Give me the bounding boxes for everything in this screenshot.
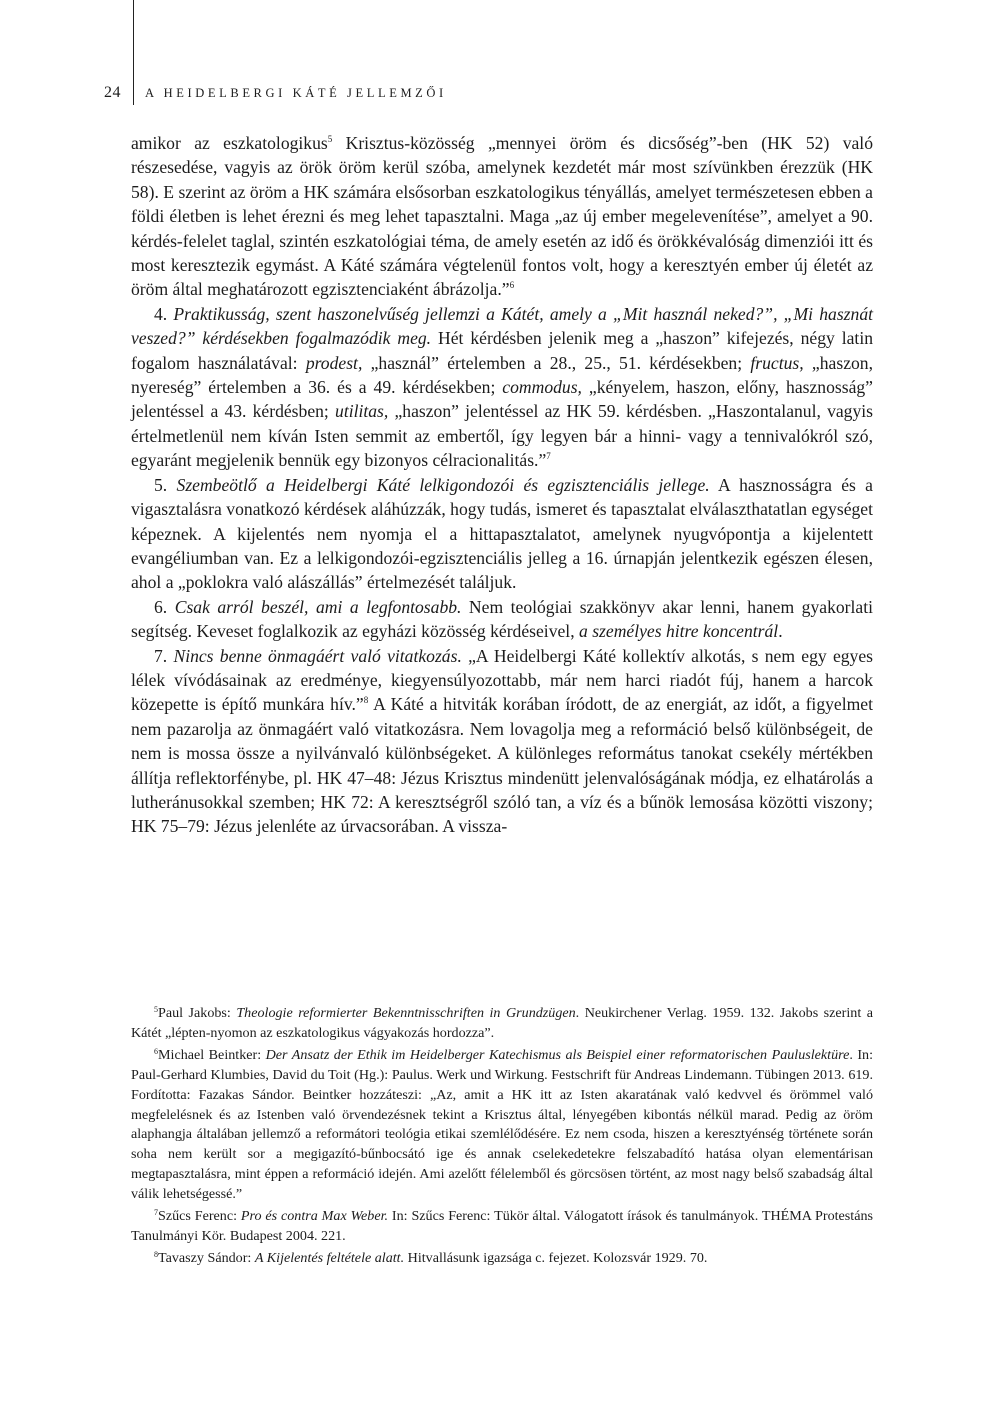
italic-run: fructus, bbox=[750, 352, 804, 373]
italic-run: a személyes hitre koncentrál bbox=[579, 621, 779, 642]
footnote-ref-7[interactable]: 7 bbox=[546, 451, 551, 462]
paragraph-5 bbox=[131, 644, 873, 839]
italic-run: commodus, bbox=[502, 377, 582, 398]
paragraph-1 bbox=[131, 131, 873, 302]
text-run: Krisztus-közösség „mennyei öröm és dicsőség”-ben (HK 52) való részesedése, vagyis az örök öröm kerül szóba, amelynek kezdetét már most szívünkben érezzük (HK 58). E szerint az öröm a HK számára elsősorban eszkatologikus tényállás, amelyet természetesen ebben a földi életben is lehet érezni és meg lehet tapasztalni. Maga „az új ember megelevenítése”, amelyet a 90. kérdés-felelet taglal, szintén eszkatológiai téma, de amely esetén az idő és örökkévalóság dimenziói itt és most keresztezik egymást. A Káté számára végtelenül fontos volt, hogy a keresztyén ember új életét az öröm által meghatározott egzisztenciaként ábrázolja.” bbox=[131, 133, 873, 300]
text-run: A hasznosságra és a vigasztalásra vonatkozó kérdések aláhúzzák, hogy tudás, ismeret és tapasztalat elválaszthatatlan egységet képeznek. A kijelentés nem nyomja el a hittapasztalatot, amelynek nyugvópontja a kijelentett evangéliumban van. Ez a lelkigondozói-egzisztenciális jelleg a 16. úrnapján jelentkezik egészen élesen, ahol a „poklokra való alászállás” értelmezését találjuk. bbox=[131, 474, 873, 593]
italic-run: Der Ansatz der Ethik im Heidelberger Katechismus als Beispiel einer reformatorischen Pauluslektüre bbox=[265, 1046, 850, 1063]
footnote-6 bbox=[131, 1046, 873, 1205]
text-run: „használ” értelemben a 28., 25., 51. kérdésekben; bbox=[362, 352, 751, 373]
text-run: 7. bbox=[154, 645, 174, 666]
text-run: „A Heidelbergi Káté kollektív alkotás, s nem egy egyes lélek vívódásainak az eredménye, kiegyensúlyozottabb, már nem harci riadót fúj, hanem a harcok közepette is építő munkára hív.” bbox=[131, 645, 874, 715]
page-number: 24 bbox=[104, 84, 121, 101]
footnote-number: 7 bbox=[154, 1208, 158, 1218]
italic-run: Szembeötlő a Heidelbergi Káté lelkigondozói és egzisztenciális jellege. bbox=[176, 474, 710, 495]
text-run: Tavaszy Sándor: bbox=[158, 1249, 255, 1266]
text-run: . In: Paul-Gerhard Klumbies, David du Toit (Hg.): Paulus. Werk und Wirkung. Festschrift für Andreas Lindemann. Tübingen 2013. 619. Fordította: Fazakas Sándor. Beintker hozzáteszi: „Az, amit a HK itt az Isten akaratának való kedvvel és örömmel való megfelelésnek és az Istenben való örvendezésnek tekint a Krisztus által, lényegében kibontás nélkül marad. Pedig az öröm alaphangja általában jellemző a reformátori teológia etikai szemlélődésére. Ez nem csoda, hiszen a keresztyénség története során soha nem került sor a megigazító-bűnbocsátó ige és annak cselekedetekre felszabadító hatása olyan elementárisan megtapasztalásra, mint éppen a reformáció idején. Ami azelőtt félelemből és görcsösen történt, az most nagy belső szabadság által válik lehetségessé.” bbox=[131, 1046, 874, 1203]
footnote-ref-8[interactable]: 8 bbox=[363, 695, 369, 706]
text-run: . bbox=[778, 621, 783, 642]
footnote-7 bbox=[131, 1207, 873, 1247]
footnote-ref-6[interactable]: 6 bbox=[509, 280, 515, 291]
text-run: „haszon” jelentéssel az HK 59. kérdésben. „Haszontalanul, vagyis értelmetlenül nem kíván Isten semmit az embertől, így legyen bár a hinni- vagy a tennivalókról szó, egyaránt megjelenik bennük egy bizonyos célracionalitás.” bbox=[131, 401, 873, 471]
italic-run: A Kijelentés feltétele alatt. bbox=[254, 1249, 405, 1266]
italic-run: Csak arról beszél, ami a legfontosabb. bbox=[174, 596, 462, 617]
footnote-8 bbox=[131, 1249, 873, 1269]
text-run: Paul Jakobs: bbox=[158, 1005, 237, 1021]
text-run: „haszon, nyereség” értelemben a 36. és a 49. kérdésekben; bbox=[131, 352, 873, 398]
italic-run: prodest, bbox=[305, 352, 363, 373]
text-run: In: Szűcs Ferenc: Tükör által. Válogatott írások és tanulmányok. THÉMA Protestáns Tanulmányi Kör. Budapest 2004. 221. bbox=[131, 1208, 873, 1244]
header-vertical-rule bbox=[133, 0, 134, 105]
footnote-5 bbox=[131, 1004, 873, 1044]
text-run: Michael Beintker: bbox=[158, 1046, 266, 1063]
footnote-number: 8 bbox=[154, 1249, 158, 1259]
text-run: . Neukirchener Verlag. 1959. 132. Jakobs szerint a Kátét „lépten-nyomon az eszkatologikus vágyakozás hordozza”. bbox=[131, 1005, 873, 1041]
running-title: A HEIDELBERGI KÁTÉ JELLEMZŐI bbox=[145, 86, 447, 100]
text-run: „kényelem, haszon, előny, hasznosság” jelentéssel a 43. kérdésben; bbox=[131, 377, 873, 422]
italic-run: Pro és contra Max Weber. bbox=[240, 1208, 389, 1225]
text-run: Nem teológiai szakkönyv akar lenni, hanem gyakorlati segítség. Keveset foglalkozik az egyházi közösség kérdéseivel, bbox=[131, 596, 874, 642]
paragraph-2 bbox=[131, 302, 873, 473]
italic-run: utilitas, bbox=[335, 401, 389, 422]
text-run: amikor az eszkatologikus bbox=[131, 133, 328, 153]
italic-run: Theologie reformierter Bekenntnisschriften in Grundzügen bbox=[236, 1005, 576, 1021]
text-run: A Káté a hitviták korában íródott, de az energiát, az időt, a figyelmet nem pazarolja az önmagáért való vitatkozásra. Nem lovagolja meg a reformáció belső különbségeit, de nem is mossa össze a nyilvánvaló különbségeket. A különleges református tanokat csekély mértékben állítja reflektorfénybe, pl. HK 47–48: Jézus Krisztus mindenütt jelenvalóságának módja, ez elhatárolás a lutheránusokkal szemben; HK 72: A keresztségről szóló tan, a víz és a bűnök lemosása közötti viszony; HK 75–79: Jézus jelenléte az úrvacsorában. A vissza- bbox=[131, 694, 873, 837]
text-run: 6. bbox=[154, 596, 175, 617]
text-run: Hét kérdésben jelenik meg a „haszon” kifejezés, négy latin fogalom használatával: bbox=[131, 328, 874, 373]
text-run: Hitvallásunk igazsága c. fejezet. Kolozsvár 1929. 70. bbox=[404, 1249, 708, 1266]
footnote-ref-5[interactable]: 5 bbox=[327, 134, 333, 144]
footnotes bbox=[131, 1004, 873, 1271]
italic-run: Praktikusság, szent haszonelvűség jellemzi a Kátét, amely a „Mit használ neked?”, „Mi hasznát veszed?” kérdésekben fogalmazódik meg. bbox=[131, 303, 873, 349]
text-run: 5. bbox=[154, 474, 177, 495]
paragraph-3 bbox=[131, 473, 873, 595]
italic-run: Nincs benne önmagáért való vitatkozás. bbox=[173, 645, 462, 666]
text-run: 4. bbox=[154, 303, 174, 324]
footnote-number: 6 bbox=[154, 1046, 158, 1056]
paragraph-4 bbox=[131, 595, 873, 644]
footnote-number: 5 bbox=[154, 1005, 158, 1014]
text-run: Szűcs Ferenc: bbox=[158, 1208, 241, 1225]
body-text bbox=[131, 131, 873, 839]
